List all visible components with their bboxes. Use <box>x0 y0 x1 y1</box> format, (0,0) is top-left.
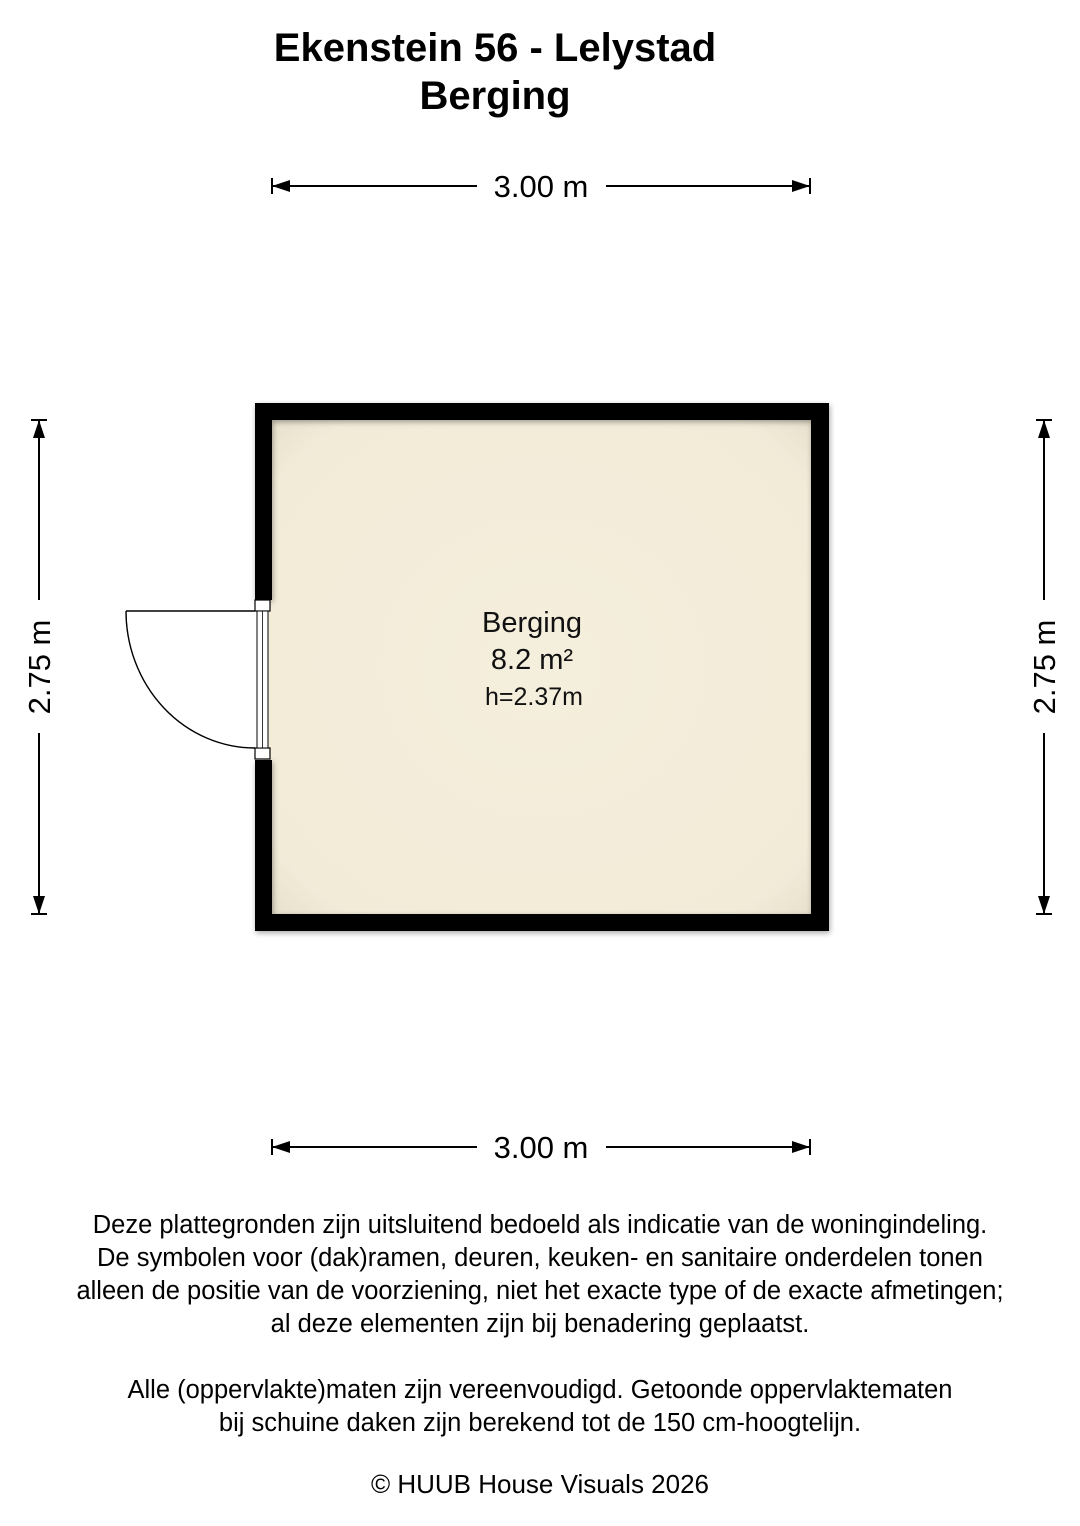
wall-right <box>811 403 829 931</box>
page-subtitle: Berging <box>419 74 571 118</box>
arrow-right-icon <box>792 1141 810 1153</box>
arrow-left-icon <box>272 1141 290 1153</box>
wall-top <box>255 403 829 420</box>
disclaimer-line: Deze plattegronden zijn uitsluitend bedoeld als indicatie van de woningindeling. <box>92 1211 988 1239</box>
dimension-left <box>22 420 57 914</box>
arrow-down-icon <box>1038 896 1050 914</box>
disclaimer-line: De symbolen voor (dak)ramen, deuren, keuken- en sanitaire onderdelen tonen <box>97 1244 983 1272</box>
arrow-down-icon <box>33 896 45 914</box>
arrow-up-icon <box>1038 420 1050 438</box>
arrow-left-icon <box>272 180 290 192</box>
dimension-top <box>272 169 810 204</box>
room-height: h=2.37m <box>485 683 583 711</box>
dimension-left-label: 2.75 m <box>22 619 57 715</box>
copyright: © HUUB House Visuals 2026 <box>370 1469 710 1499</box>
dimension-right-label: 2.75 m <box>1027 619 1062 715</box>
dimension-bottom-label: 3.00 m <box>493 1130 589 1165</box>
disclaimer-line: alleen de positie van de voorziening, niet het exacte type of de exacte afmetingen; <box>76 1277 1004 1305</box>
arrow-up-icon <box>33 420 45 438</box>
wall-bottom <box>255 914 829 931</box>
dimension-right <box>1027 420 1062 914</box>
dimension-bottom <box>272 1130 810 1165</box>
door-frame-bottom <box>255 748 270 759</box>
door <box>126 600 270 759</box>
wall-left-upper <box>255 403 272 600</box>
disclaimer-line: al deze elementen zijn bij benadering geplaatst. <box>270 1310 810 1338</box>
page-title: Ekenstein 56 - Lelystad <box>273 26 717 70</box>
room-area: 8.2 m² <box>490 644 574 676</box>
room-name: Berging <box>482 607 582 639</box>
door-frame-top <box>255 600 270 611</box>
wall-left-lower <box>255 760 272 931</box>
arrow-right-icon <box>792 180 810 192</box>
disclaimer-line: bij schuine daken zijn berekend tot de 150 cm-hoogtelijn. <box>218 1409 862 1437</box>
disclaimer-line: Alle (oppervlakte)maten zijn vereenvoudigd. Getoonde oppervlaktematen <box>127 1376 953 1404</box>
disclaimer <box>0 1209 1080 1440</box>
door-swing-arc <box>126 611 255 748</box>
dimension-top-label: 3.00 m <box>493 169 589 204</box>
